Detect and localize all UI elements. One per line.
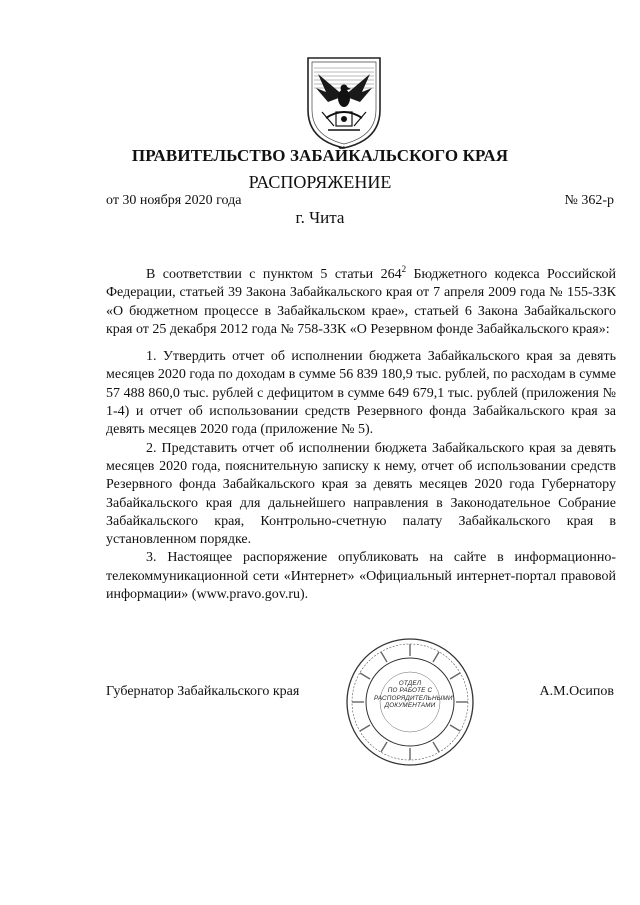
document-date: от 30 ноября 2020 года (106, 193, 242, 208)
item-1-paragraph: 1. Утвердить отчет об исполнении бюджета Забайкальского края за девять месяцев 2020 года по доходам в сумме 56 839 180,9 тыс. рублей, по расходам в сумме 57 488 860,0 тыс. рублей с дефицитом в сумме 649 679,1 тыс. рублей (приложения № 1-4) и отчет об использовании средств Резервного фонда Забайкальского края за девять месяцев 2020 года (приложение № 5). (106, 349, 616, 438)
document-number: № 362-р (564, 193, 614, 208)
item-3-paragraph: 3. Настоящее распоряжение опубликовать на сайте в информационно-телекоммуникационной сети «Интернет» «Официальный интернет-портал правовой информации» (www.pravo.gov.ru). (106, 550, 616, 603)
coat-of-arms-icon (298, 52, 390, 152)
preamble-paragraph (106, 266, 616, 339)
preamble-text-start: В соответствии с пунктом 5 статьи 264 (146, 267, 402, 282)
document-city: г. Чита (295, 208, 345, 227)
preamble-text-end: Бюджетного кодекса Российской Федерации, статьей 39 Закона Забайкальского края от 7 апреля 2009 года № 155-ЗЗК «О бюджетном процессе в Забайкальском крае», статьей 6 Закона Забайкальского края от 25 декабря 2012 года № 758-ЗЗК «О Резервном фонде Забайкальского края»: (106, 267, 617, 337)
article-superscript: 2 (401, 264, 407, 274)
signer-name: А.М.Осипов (539, 684, 614, 699)
stamp-line: ОТДЕЛ (398, 680, 422, 687)
item-2-paragraph: 2. Представить отчет об исполнении бюджета Забайкальского края за девять месяцев 2020 года, пояснительную записку к нему, отчет об использовании средств Резервного фонда Забайкальского края за девять месяцев 2020 года Губернатору Забайкальского края для дальнейшего направления в Законодательное Собрание Забайкальского края, Контрольно-счетную палату Забайкальского края в установленном порядке. (106, 440, 616, 548)
stamp-center-text (374, 680, 453, 709)
signer-title: Губернатор Забайкальского края (106, 684, 300, 699)
stamp-line: РАСПОРЯДИТЕЛЬНЫМИ (374, 694, 453, 702)
document-body (106, 266, 616, 604)
government-title: ПРАВИТЕЛЬСТВО ЗАБАЙКАЛЬСКОГО КРАЯ (131, 146, 509, 165)
stamp-line: ДОКУМЕНТАМИ (384, 701, 436, 709)
document-type: РАСПОРЯЖЕНИЕ (248, 172, 392, 192)
stamp-line: ПО РАБОТЕ С (387, 687, 433, 695)
